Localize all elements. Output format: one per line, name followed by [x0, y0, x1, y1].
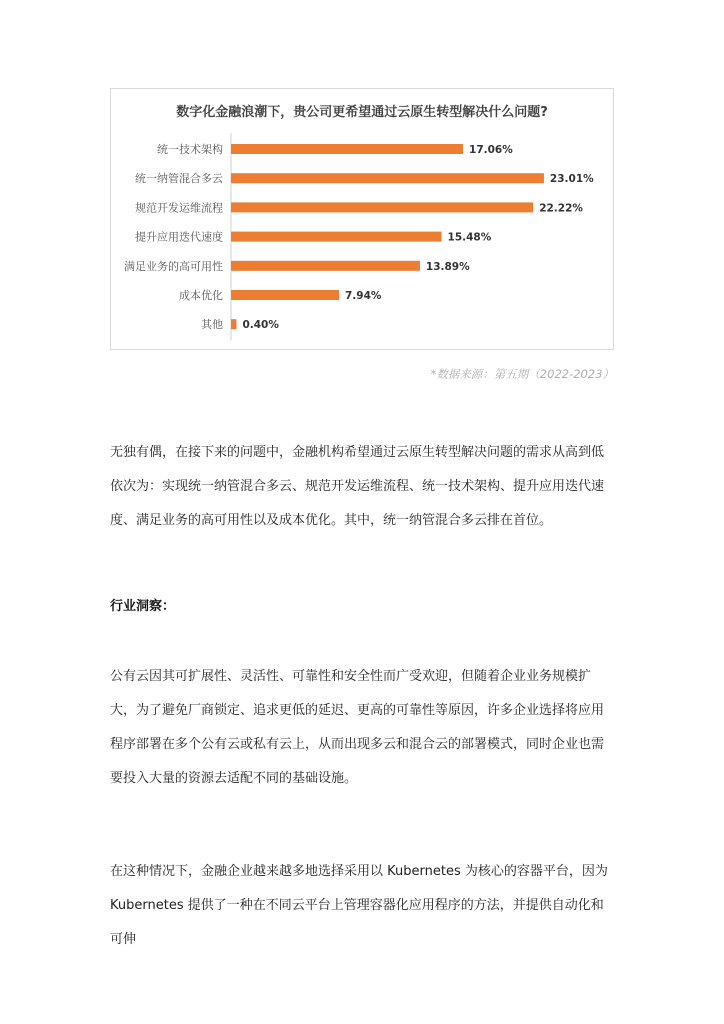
bar [231, 144, 463, 154]
bar [231, 232, 442, 242]
paragraph-1: 无独有偶，在接下来的问题中，金融机构希望通过云原生转型解决问题的需求从高到低依次为：实现统一纳管混合多云、规范开发运维流程、统一技术架构、提升应用迭代速度、满足业务的高可用性以及成本优化。其中，统一纳管混合多云排在首位。 [110, 445, 605, 528]
category-label: 其他 [201, 318, 223, 332]
data-source-note: *数据来源：第五期（2022-2023） [430, 367, 614, 381]
chart-title: 数字化金融浪潮下，贵公司更希望通过云原生转型解决什么问题? [176, 105, 548, 120]
data-label: 22.22% [539, 202, 583, 215]
bar [231, 290, 339, 300]
paragraph-2: 公有云因其可扩展性、灵活性、可靠性和安全性而广受欢迎，但随着企业业务规模扩大，为了避免厂商锁定、追求更低的延迟、更高的可靠性等原因，许多企业选择将应用程序部署在多个公有云或私有云上，从而出现多云和混合云的部署模式，同时企业也需要投入大量的资源去适配不同的基础设施。 [110, 669, 605, 786]
paragraph-3: 在这种情况下，金融企业越来越多地选择采用以 Kubernetes 为核心的容器平台，因为 Kubernetes 提供了一种在不同云平台上管理容器化应用程序的方法，并提供自动化和可伸 [110, 864, 608, 947]
category-label: 满足业务的高可用性 [124, 259, 223, 273]
bar-chart [111, 89, 613, 349]
data-label: 13.89% [425, 260, 470, 273]
data-label: 17.06% [469, 144, 513, 156]
data-label: 0.40% [242, 319, 279, 332]
data-label: 15.48% [447, 231, 492, 244]
chart-container [110, 88, 614, 350]
category-label: 统一技术架构 [157, 143, 223, 156]
data-label: 23.01% [549, 173, 594, 186]
section-heading: 行业洞察： [110, 599, 176, 614]
data-label: 7.94% [344, 290, 382, 302]
category-label: 提升应用迭代速度 [135, 230, 223, 244]
bar [231, 319, 236, 329]
bar [231, 261, 420, 271]
bar [231, 173, 544, 183]
category-label: 成本优化 [179, 289, 223, 302]
bar [231, 202, 533, 212]
category-label: 规范开发运维流程 [135, 201, 223, 215]
category-label: 统一纳管混合多云 [135, 172, 223, 186]
